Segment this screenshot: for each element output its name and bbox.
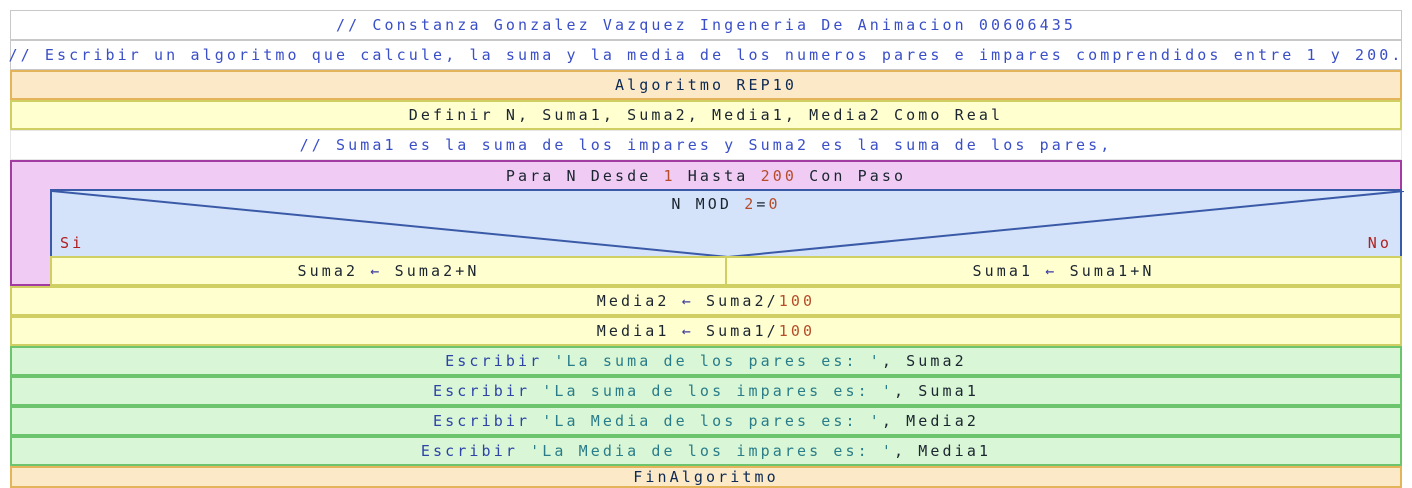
- assign-arrow-icon: ←: [681, 292, 694, 310]
- loop-from: 1: [663, 167, 676, 185]
- comment-sums: [10, 130, 1402, 160]
- comment-description: [10, 40, 1402, 70]
- define-block: [10, 100, 1402, 130]
- assign-arrow-icon: ←: [370, 262, 383, 280]
- branch-no-assign: Suma1 ← Suma1+N: [725, 256, 1402, 286]
- condition-no-label: No: [1367, 234, 1392, 252]
- write-sum-pares: Escribir 'La suma de los pares es: ' , Suma2: [10, 346, 1402, 376]
- condition-yes-label: Si: [60, 234, 85, 252]
- write-sum-impares: Escribir 'La suma de los impares es: ' , Suma1: [10, 376, 1402, 406]
- condition-block: [50, 189, 1402, 256]
- branch-yes-assign: Suma2 ← Suma2+N: [50, 256, 727, 286]
- media2-assign: Media2 ← Suma2/ 100: [10, 286, 1402, 316]
- write-media-pares: Escribir 'La Media de los pares es: ' , Media2: [10, 406, 1402, 436]
- write-media-impares: Escribir 'La Media de los impares es: ' , Media1: [10, 436, 1402, 466]
- algorithm-end-text: FinAlgoritmo: [633, 468, 779, 486]
- comment-author-text: // Constanza Gonzalez Vazquez Ingeneria De Animacion 00606435: [336, 16, 1076, 34]
- comment-sums-text: // Suma1 es la suma de los impares y Suma2 es la suma de los pares,: [299, 136, 1113, 154]
- comment-description-text: // Escribir un algoritmo que calcule, la suma y la media de los numeros pares e impares comprendidos entre 1 y 200.: [8, 46, 1404, 64]
- loop-to: 200: [760, 167, 797, 185]
- algorithm-name: REP10: [736, 76, 797, 94]
- define-text: Definir N, Suma1, Suma2, Media1, Media2 Como Real: [408, 106, 1004, 124]
- algorithm-header: [10, 70, 1402, 100]
- assign-arrow-icon: ←: [1045, 262, 1058, 280]
- condition-text: N MOD 2=0: [671, 195, 781, 213]
- algorithm-end: [10, 466, 1402, 488]
- algorithm-keyword: Algoritmo: [615, 76, 725, 94]
- media1-assign: Media1 ← Suma1/ 100: [10, 316, 1402, 346]
- comment-author: [10, 10, 1402, 40]
- assign-arrow-icon: ←: [681, 322, 694, 340]
- for-loop-header: Para N Desde 1 Hasta 200 Con Paso: [505, 167, 907, 185]
